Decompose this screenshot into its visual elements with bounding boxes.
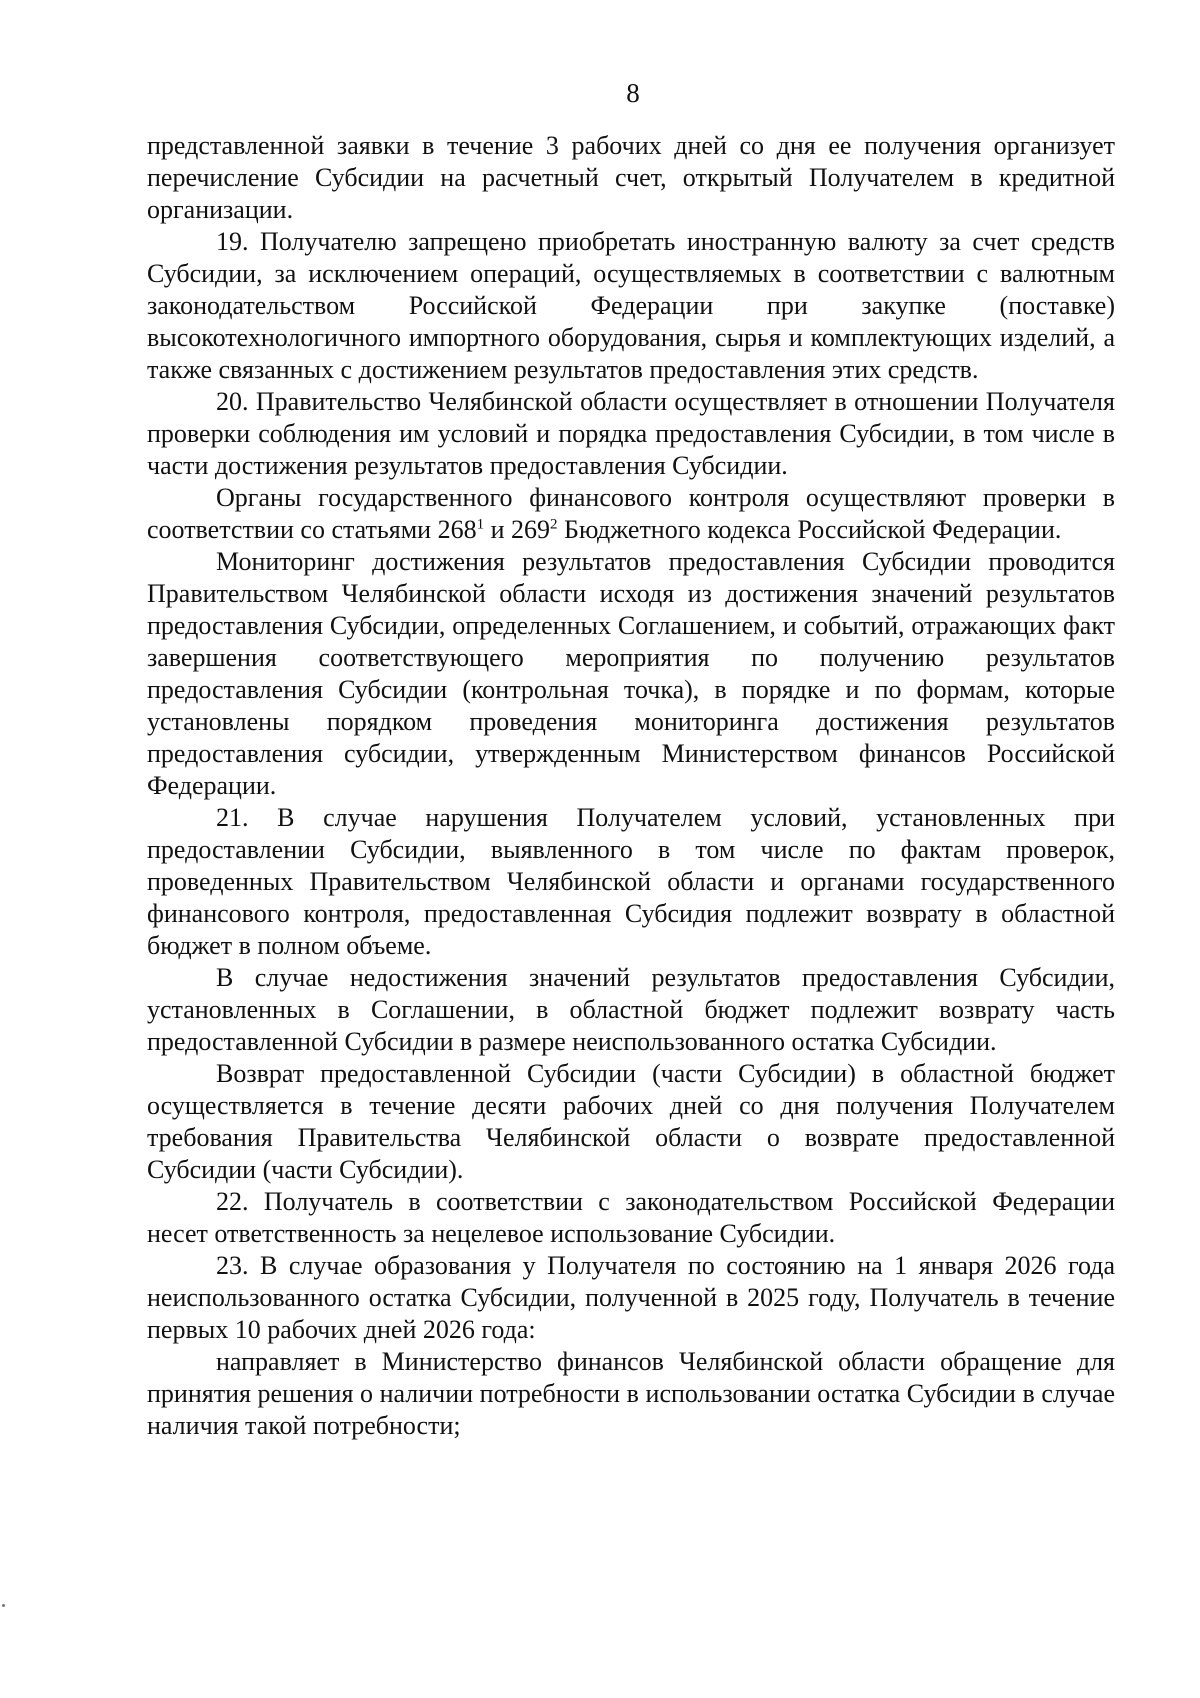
paragraph-continuation: представленной заявки в течение 3 рабочих дней со дня ее получения организует перечисление Субсидии на расчетный счет, открытый Получателем в кредитной организации. [147, 131, 1115, 224]
paragraph-monitoring: Мониторинг достижения результатов предоставления Субсидии проводится Правительством Челябинской области исходя из достижения значений результатов предоставления Субсидии, определенных Соглашением, и событий, отражающих факт завершения соответствующего мероприятия по получению результатов предоставления Субсидии (контрольная точка), в порядке и по формам, которые установлены порядком проведения мониторинга достижения результатов предоставления субсидии, утвержденным Министерством финансов Российской Федерации. [147, 547, 1115, 800]
paragraph-23-unused-balance: 23. В случае образования у Получателя по состоянию на 1 января 2026 года неиспользованного остатка Субсидии, полученной в 2025 году, Получатель в течение первых 10 рабочих дней 2026 года: [147, 1251, 1115, 1344]
footnote-superscript: 2 [550, 516, 558, 533]
control-text-end: Бюджетного кодекса Российской Федерации. [557, 515, 1062, 544]
scan-mark [2, 1604, 5, 1607]
document-body [147, 130, 1115, 1442]
control-text-start: Органы государственного финансового контроля осуществляют проверки в соответствии со статьями 268 [147, 483, 1115, 544]
paragraph-balance-request: направляет в Министерство финансов Челябинской области обращение для принятия решения о наличии потребности в использовании остатка Субсидии в случае наличия такой потребности; [147, 1347, 1115, 1440]
paragraph-partial-refund: В случае недостижения значений результатов предоставления Субсидии, установленных в Соглашении, в областной бюджет подлежит возврату часть предоставленной Субсидии в размере неиспользованного остатка Субсидии. [147, 963, 1115, 1056]
paragraph-21-violation-refund: 21. В случае нарушения Получателем условий, установленных при предоставлении Субсидии, выявленного в том числе по фактам проверок, проведенных Правительством Челябинской области и органами государственного финансового контроля, предоставленная Субсидия подлежит возврату в областной бюджет в полном объеме. [147, 803, 1115, 960]
paragraph-22-responsibility: 22. Получатель в соответствии с законодательством Российской Федерации несет ответственность за нецелевое использование Субсидии. [147, 1187, 1115, 1248]
paragraph-20-inspections: 20. Правительство Челябинской области осуществляет в отношении Получателя проверки соблюдения им условий и порядка предоставления Субсидии, в том числе в части достижения результатов предоставления Субсидии. [147, 387, 1115, 480]
footnote-superscript: 1 [476, 516, 485, 533]
page-number: 8 [626, 78, 640, 108]
paragraph-financial-control [147, 482, 1115, 546]
paragraph-refund-deadline: Возврат предоставленной Субсидии (части Субсидии) в областной бюджет осуществляется в течение десяти рабочих дней со дня получения Получателем требования Правительства Челябинской области о возврате предоставленной Субсидии (части Субсидии). [147, 1059, 1115, 1184]
control-text-middle: и 269 [484, 515, 551, 544]
paragraph-19-currency-ban: 19. Получателю запрещено приобретать иностранную валюту за счет средств Субсидии, за исключением операций, осуществляемых в соответствии с валютным законодательством Российской Федерации при закупке (поставке) высокотехнологичного импортного оборудования, сырья и комплектующих изделий, а также связанных с достижением результатов предоставления этих средств. [147, 227, 1115, 384]
